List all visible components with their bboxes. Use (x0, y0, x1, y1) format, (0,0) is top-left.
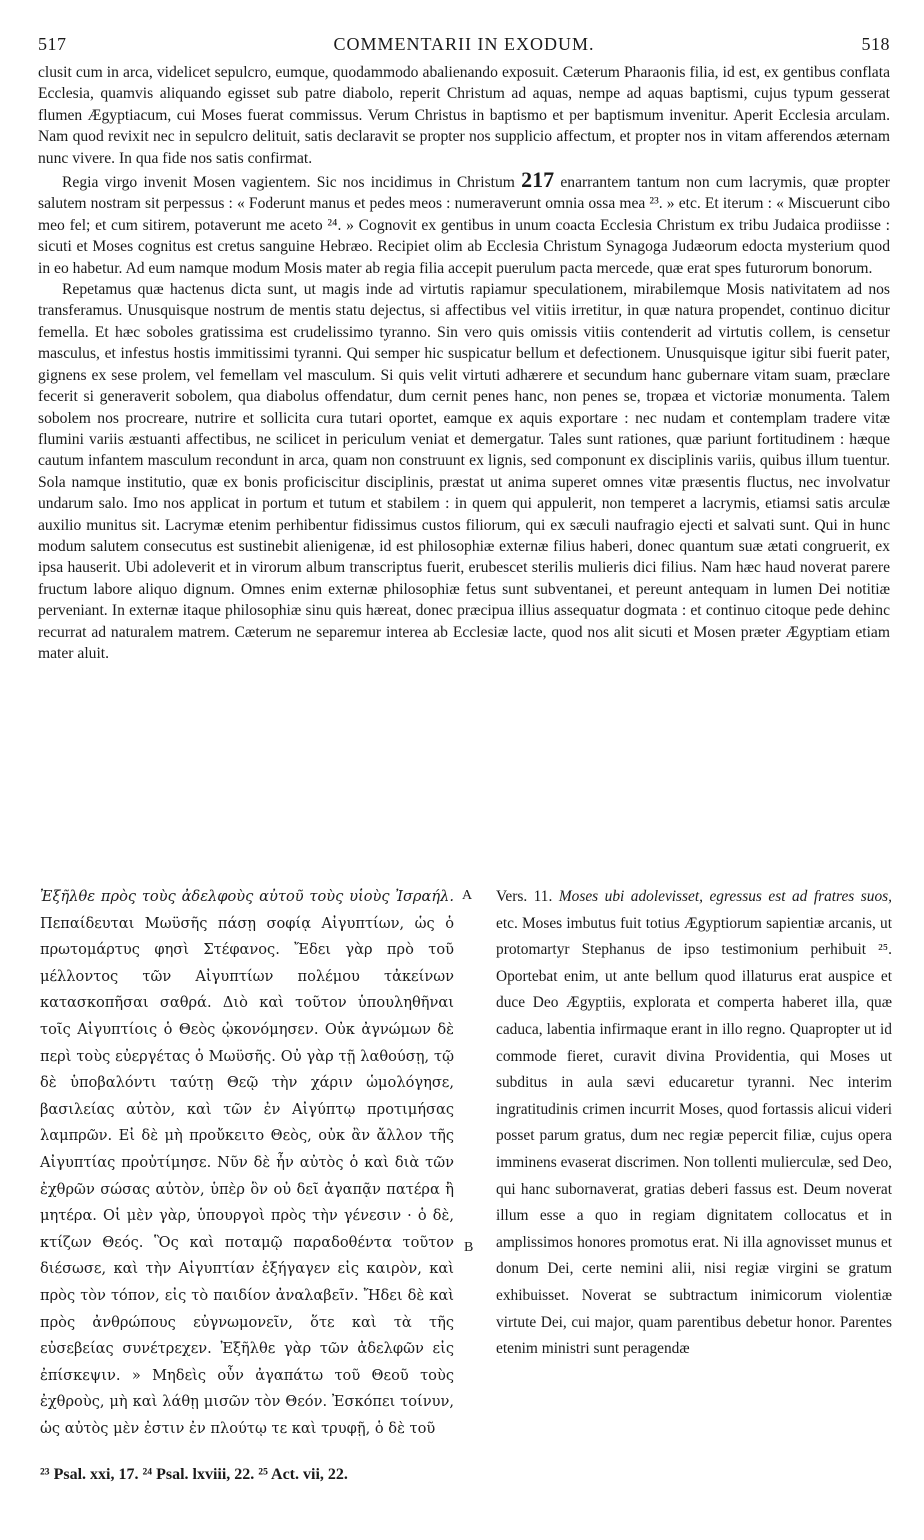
page-header (38, 34, 890, 58)
latin-paragraph-1: clusit cum in arca, videlicet sepulcro, eumque, quodammodo abalienando exposuit. Cæterum Pharaonis filia, id est, ex gentibus conflata Ecclesia, quamvis aliquando egisset sub patre diabolo, reperit Christum ad aquas, nempe ad aquas baptismi, cujus typum gesserat flumen Ægyptiacum, cui Moses fuerat commissus. Verum Christus in baptismo et per baptismum invenitur. Aperit Ecclesia arculam. Nam quod revixit nec in sepulcro delituit, satis declaravit se propter nos supplicio affectum, et propter nos in vitam afferendos æternam nunc vivere. In qua fide nos satis confirmat. (38, 64, 890, 167)
translation-text: etc. Moses imbutus fuit totius Ægyptiorum sapientiæ arcanis, ut protomartyr Stephanus de ipso testimonium perhibuit ²⁵. Oportebat enim, ut ante bellum quod illaturus erat auspice et duce Deo Ægyptiis, explorata et comperta haberet illa, quæ caduca, labentia infirmaque erant in illo regno. Quapropter ut id commode fieret, curavit divina Providentia, qui Moses ut subditus in aula sævi educaretur tyranni. Nec interim ingratitudinis crimen incurrit Moses, quod fortassis alicui videri posset parum gratus, dum nec regiæ pepercit filiæ, cujus opera imminens evaserat discrimen. Non tollenti mulierculæ, sed Deo, qui hanc subornaverat, gratias deberi fassus est. Deum noverat illum esse a quo in regiam dignitatem collocatus et in amplissimos honores promotus erat. Ni illa agnovisset munus et donum Dei, certe nemini alii, nisi regiæ virgini se gratum exhibuisset. Noverat se subtractum inimicorum violentiæ virtute Dei, cui major, quam parentibus debetur honor. Parentes etenim ministri sunt peragendæ (496, 914, 892, 1358)
greek-text: Πεπαίδευται Μωϋσῆς πάσῃ σοφίᾳ Αἰγυπτίων, ὡς ὁ πρωτομάρτυς φησὶ Στέφανος. Ἔδει γὰρ πρὸ τοῦ μέλλοντος τῶν Αἰγυπτίων πολέμου τἀκείνων κατασκοπῆσαι σαθρά. Διὸ καὶ τοῦτον ὑπουληθῆναι τοῖς Αἰγυπτίοις ὁ Θεὸς ᾠκονόμησεν. Οὐκ ἀγνώμων δὲ περὶ τοὺς εὐεργέτας ὁ Μωϋσῆς. Οὐ γὰρ τῇ λαθούσῃ, τῷ δὲ ὑποβαλόντι ταύτῃ Θεῷ τὴν χάριν ὡμολόγησε, βασιλείας αὐτὸν, καὶ τῶν ἐν Αἰγύπτῳ προτιμήσας λαμπρῶν. Εἰ δὲ μὴ προὔκειτο Θεὸς, οὐκ ἂν ἄλλον τῆς Αἰγυπτίας προὐτίμησε. Νῦν δὲ ἦν αὐτὸς ὁ καὶ διὰ τῶν ἐχθρῶν σώσας αὐτὸν, ὑπὲρ ὃν οὐ δεῖ ἀγαπᾷν πατέρα ἢ μητέρα. Οἱ μὲν γὰρ, ὑπουργοὶ πρὸς τὴν γένεσιν · ὁ δὲ, κτίζων Θεός. Ὃς καὶ ποταμῷ παραδοθέντα τοῦτον διέσωσε, καὶ τὴν Αἰγυπτίαν ἐξήγαγεν εἰς καιρὸν, καὶ πρὸς τὸν τόπον, εἰς τὸ παιδίον ἀναλαβεῖν. Ἤδει δὲ καὶ πρὸς ἀνθρώπους εὐγνωμονεῖν, ὅτε καὶ τὰ τῆς εὐσεβείας συνέτρεχεν. Ἐξῆλθε γὰρ τῶν ἀδελφῶν εἰς ἐπίσκεψιν. » Μηδεὶς οὖν ἀγαπάτω τοῦ Θεοῦ τοὺς ἐχθροὺς, μὴ καὶ λάθῃ μισῶν τὸν Θεόν. Ἐσκόπει τοίνυν, ὡς αὐτὸς μὲν ἐστιν ἐν πλούτῳ τε καὶ τρυφῇ, ὁ δὲ τοῦ (40, 914, 454, 1437)
page-number-left: 517 (38, 34, 67, 54)
verse-reference: Vers. 11. (496, 888, 553, 905)
latin-paragraph-3: Repetamus quæ hactenus dicta sunt, ut magis inde ad virtutis rapiamur speculationem, mirabilemque Mosis nativitatem ad nos transferamus. Unusquisque nostrum de mentis statu dejectus, si affectibus vel vitiis irretitur, in quæ natura propendet, continuo dicitur femella. Et hæc soboles gratissima est crudelissimo tyranno. Sin vero quis omissis vitiis contenderit ad virtutis collem, is censetur masculus, et infestus hostis immitissimi tyranni. Qui semper hic suspicatur bellum et defectionem. Unusquisque igitur sibi fuerit pater, gignens ex sese prolem, vel femellam vel masculum. Si quis velit virtuti adhærere et secundum hanc gubernare vitam suam, præclare fecerit si generaverit sobolem, qua diabolus offendatur, dum cernit penes hanc, non penes se, tropæa et victoriæ monumenta. Talem sobolem nos procreare, nutrire et sollicita cura tutari oportet, eamque ex aquis exportare : nec nudam et contemplam tradere vitæ flumini variis æstuanti affectibus, ne scilicet in periculum veniat et demergatur. Tales sunt rationes, quæ pariunt fortitudinem : hæque cautum infantem masculum recondunt in arca, quam non construunt ex lignis, sed componunt ex disciplinis variis, quibus illum tuentur. Sola namque institutio, quæ ex bonis proficiscitur disciplinis, præstat ut anima superet omnes vitæ præsentis fluctus, nec involvatur undarum salo. Imo nos applicat in portum et tutum et stabilem : in quem qui appulerit, non temperet a lacrymis, etiamsi satis arculæ auxilio munitus sit. Lacrymæ etenim perhibentur fidissimus custos filiorum, qui ex sæculi naufragio ejecti et salvati sunt. Qui in hunc modum salutem consecutus est sustinebit alienigenæ, id est philosophiæ externæ filius haberi, donec quantum suæ ætati congruerit, ex ipsa hauserit. Ubi adoleverit et in virorum album transcriptus fuerit, erubescet sterilis mulieris dici filius. Nam hæc haud noverat parere fructum labore aliquo dignum. Omnes enim externæ philosophiæ fetus sunt subventanei, et pereunt antequam in lumen Dei notitiæ perveniant. In externæ itaque philosophiæ sinu quis hæreat, donec præcipua illius assequatur dogmata : et continuo citoque pede dehinc recurrat ad naturalem matrem. Cæterum ne separemur interea ab Ecclesiæ lacte, quod nos alit sicuti et Mosen præter Ægyptiam etiam mater aluit. (38, 281, 890, 662)
verse-lemma: Moses ubi adolevisset, egressus est ad fratres suos, (552, 888, 892, 905)
latin-paragraph-2-start: Regia virgo invenit Mosen vagientem. Sic nos incidimus in Christum (62, 174, 522, 192)
column-number: 217 (521, 167, 555, 193)
footnotes: ²³ Psal. xxi, 17. ²⁴ Psal. lxviii, 22. ²⁵ Act. vii, 22. (40, 1466, 348, 1483)
greek-lemma: Ἐξῆλθε πρὸς τοὺς ἀδελφοὺς αὐτοῦ τοὺς υἱοὺς Ἰσραήλ. (40, 888, 454, 905)
latin-translation-column (496, 884, 892, 1363)
running-title: COMMENTARII IN EXODUM. (333, 34, 595, 54)
latin-paragraph-2 (38, 169, 890, 279)
latin-commentary (38, 62, 890, 664)
margin-marker-b: B (464, 1240, 474, 1255)
margin-marker-a: A (462, 888, 473, 903)
page-number-right: 518 (861, 34, 890, 54)
latin-paragraph-2-end: enarrantem tantum non cum lacrymis, quæ propter salutem nostram sit perpessus : « Foderunt manus et pedes meos : numeraverunt omnia ossa mea ²³. » etc. Et iterum : « Miscuerunt cibo meo fel; et cum sitirem, potaverunt me aceto ²⁴. » Cognovit ex gentibus in unum coacta Ecclesia Christum ex tribu Judaica prodiisse : sicuti et Moses cognitus est cretus sanguine Hebræo. Recipiet olim ab Ecclesia Christum Synagoga Judæorum edocta mysterium quod in eo habetur. Ad eum namque modum Mosis mater ab regia filia accepit puerulum pacta mercede, quæ erat spes futurorum bonorum. (38, 174, 890, 277)
greek-column (40, 884, 454, 1442)
